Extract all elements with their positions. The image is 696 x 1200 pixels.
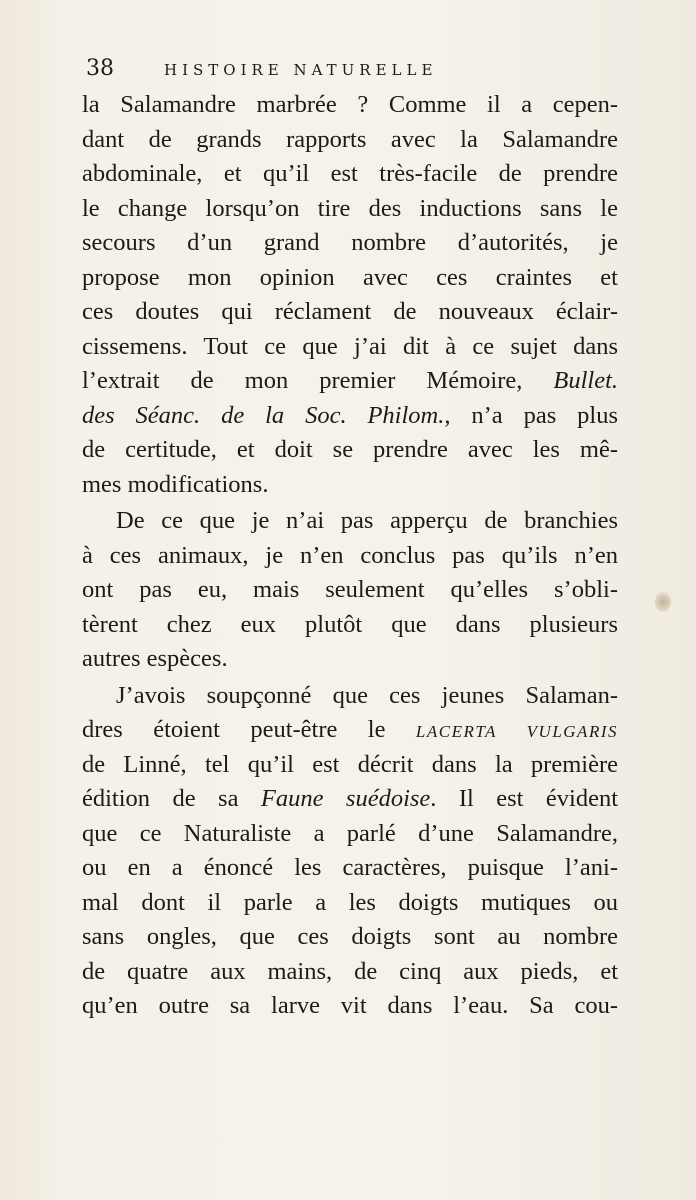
paragraph-1: [82, 88, 618, 502]
paper-stain: [655, 592, 671, 612]
running-title: HISTOIRE NATURELLE: [164, 61, 438, 79]
text-line: tèrent chez eux plutôt que dans plusieurs: [82, 610, 618, 638]
text-line: abdominale, et qu’il est très-facile de prendre: [82, 160, 618, 187]
text-line: de Linné, tel qu’il est décrit dans la première: [82, 750, 618, 778]
text-line: J’avois soupçonné que ces jeunes Salaman-: [116, 681, 618, 709]
paragraph-2: [82, 504, 618, 677]
text-segment: . Il est évident: [430, 785, 619, 812]
text-line: [82, 782, 618, 817]
text-line: ont pas eu, mais seulement qu’elles s’obli-: [82, 576, 618, 603]
text-line: que ce Naturaliste a parlé d’une Salamandre,: [82, 819, 618, 847]
text-line: De ce que je n’ai pas apperçu de branchies: [116, 507, 618, 534]
text-line: cissemens. Tout ce que j’ai dit à ce sujet dans: [82, 332, 618, 360]
page-header: [86, 56, 626, 84]
italic-citation: Bullet.: [553, 367, 619, 394]
text-line: dant de grands rapports avec la Salamandre: [82, 125, 618, 153]
text-line: ces doutes qui réclament de nouveaux éclair-: [82, 298, 618, 325]
italic-title: Faune suédoise: [260, 785, 431, 812]
text-line: [82, 713, 618, 748]
text-line: [82, 399, 618, 434]
text-line: mal dont il parle a les doigts mutiques ou: [82, 888, 618, 916]
text-segment: édition de sa: [82, 785, 239, 812]
text-segment: dres étoient peut-être le: [82, 716, 386, 743]
text-line: à ces animaux, je n’en conclus pas qu’ils n’en: [82, 541, 618, 569]
text-segment: l’extrait de mon premier Mémoire,: [82, 367, 523, 394]
text-line: secours d’un grand nombre d’autorités, je: [82, 229, 618, 256]
paragraph-3: [82, 679, 618, 1024]
text-line: la Salamandre marbrée ? Comme il a cepen-: [82, 91, 618, 118]
text-segment: , n’a pas plus: [444, 401, 618, 429]
text-line: sans ongles, que ces doigts sont au nombre: [82, 923, 618, 950]
body-text: [82, 88, 618, 1024]
text-line: ou en a énoncé les caractères, puisque l’ani-: [82, 854, 618, 881]
text-line: propose mon opinion avec ces craintes et: [82, 263, 618, 291]
text-line: [82, 364, 618, 399]
page-number: 38: [86, 56, 114, 81]
text-line: de quatre aux mains, de cinq aux pieds, et: [82, 957, 618, 985]
text-line: mes modifications.: [82, 470, 269, 498]
species-name: LACERTA VULGARIS: [415, 722, 618, 741]
text-line: de certitude, et doit se prendre avec les mê-: [82, 436, 618, 463]
italic-citation: des Séanc. de la Soc. Philom.: [82, 401, 445, 429]
text-line: le change lorsqu’on tire des inductions sans le: [82, 194, 618, 222]
text-line: qu’en outre sa larve vit dans l’eau. Sa cou-: [82, 992, 618, 1019]
text-line: autres espèces.: [82, 645, 228, 672]
